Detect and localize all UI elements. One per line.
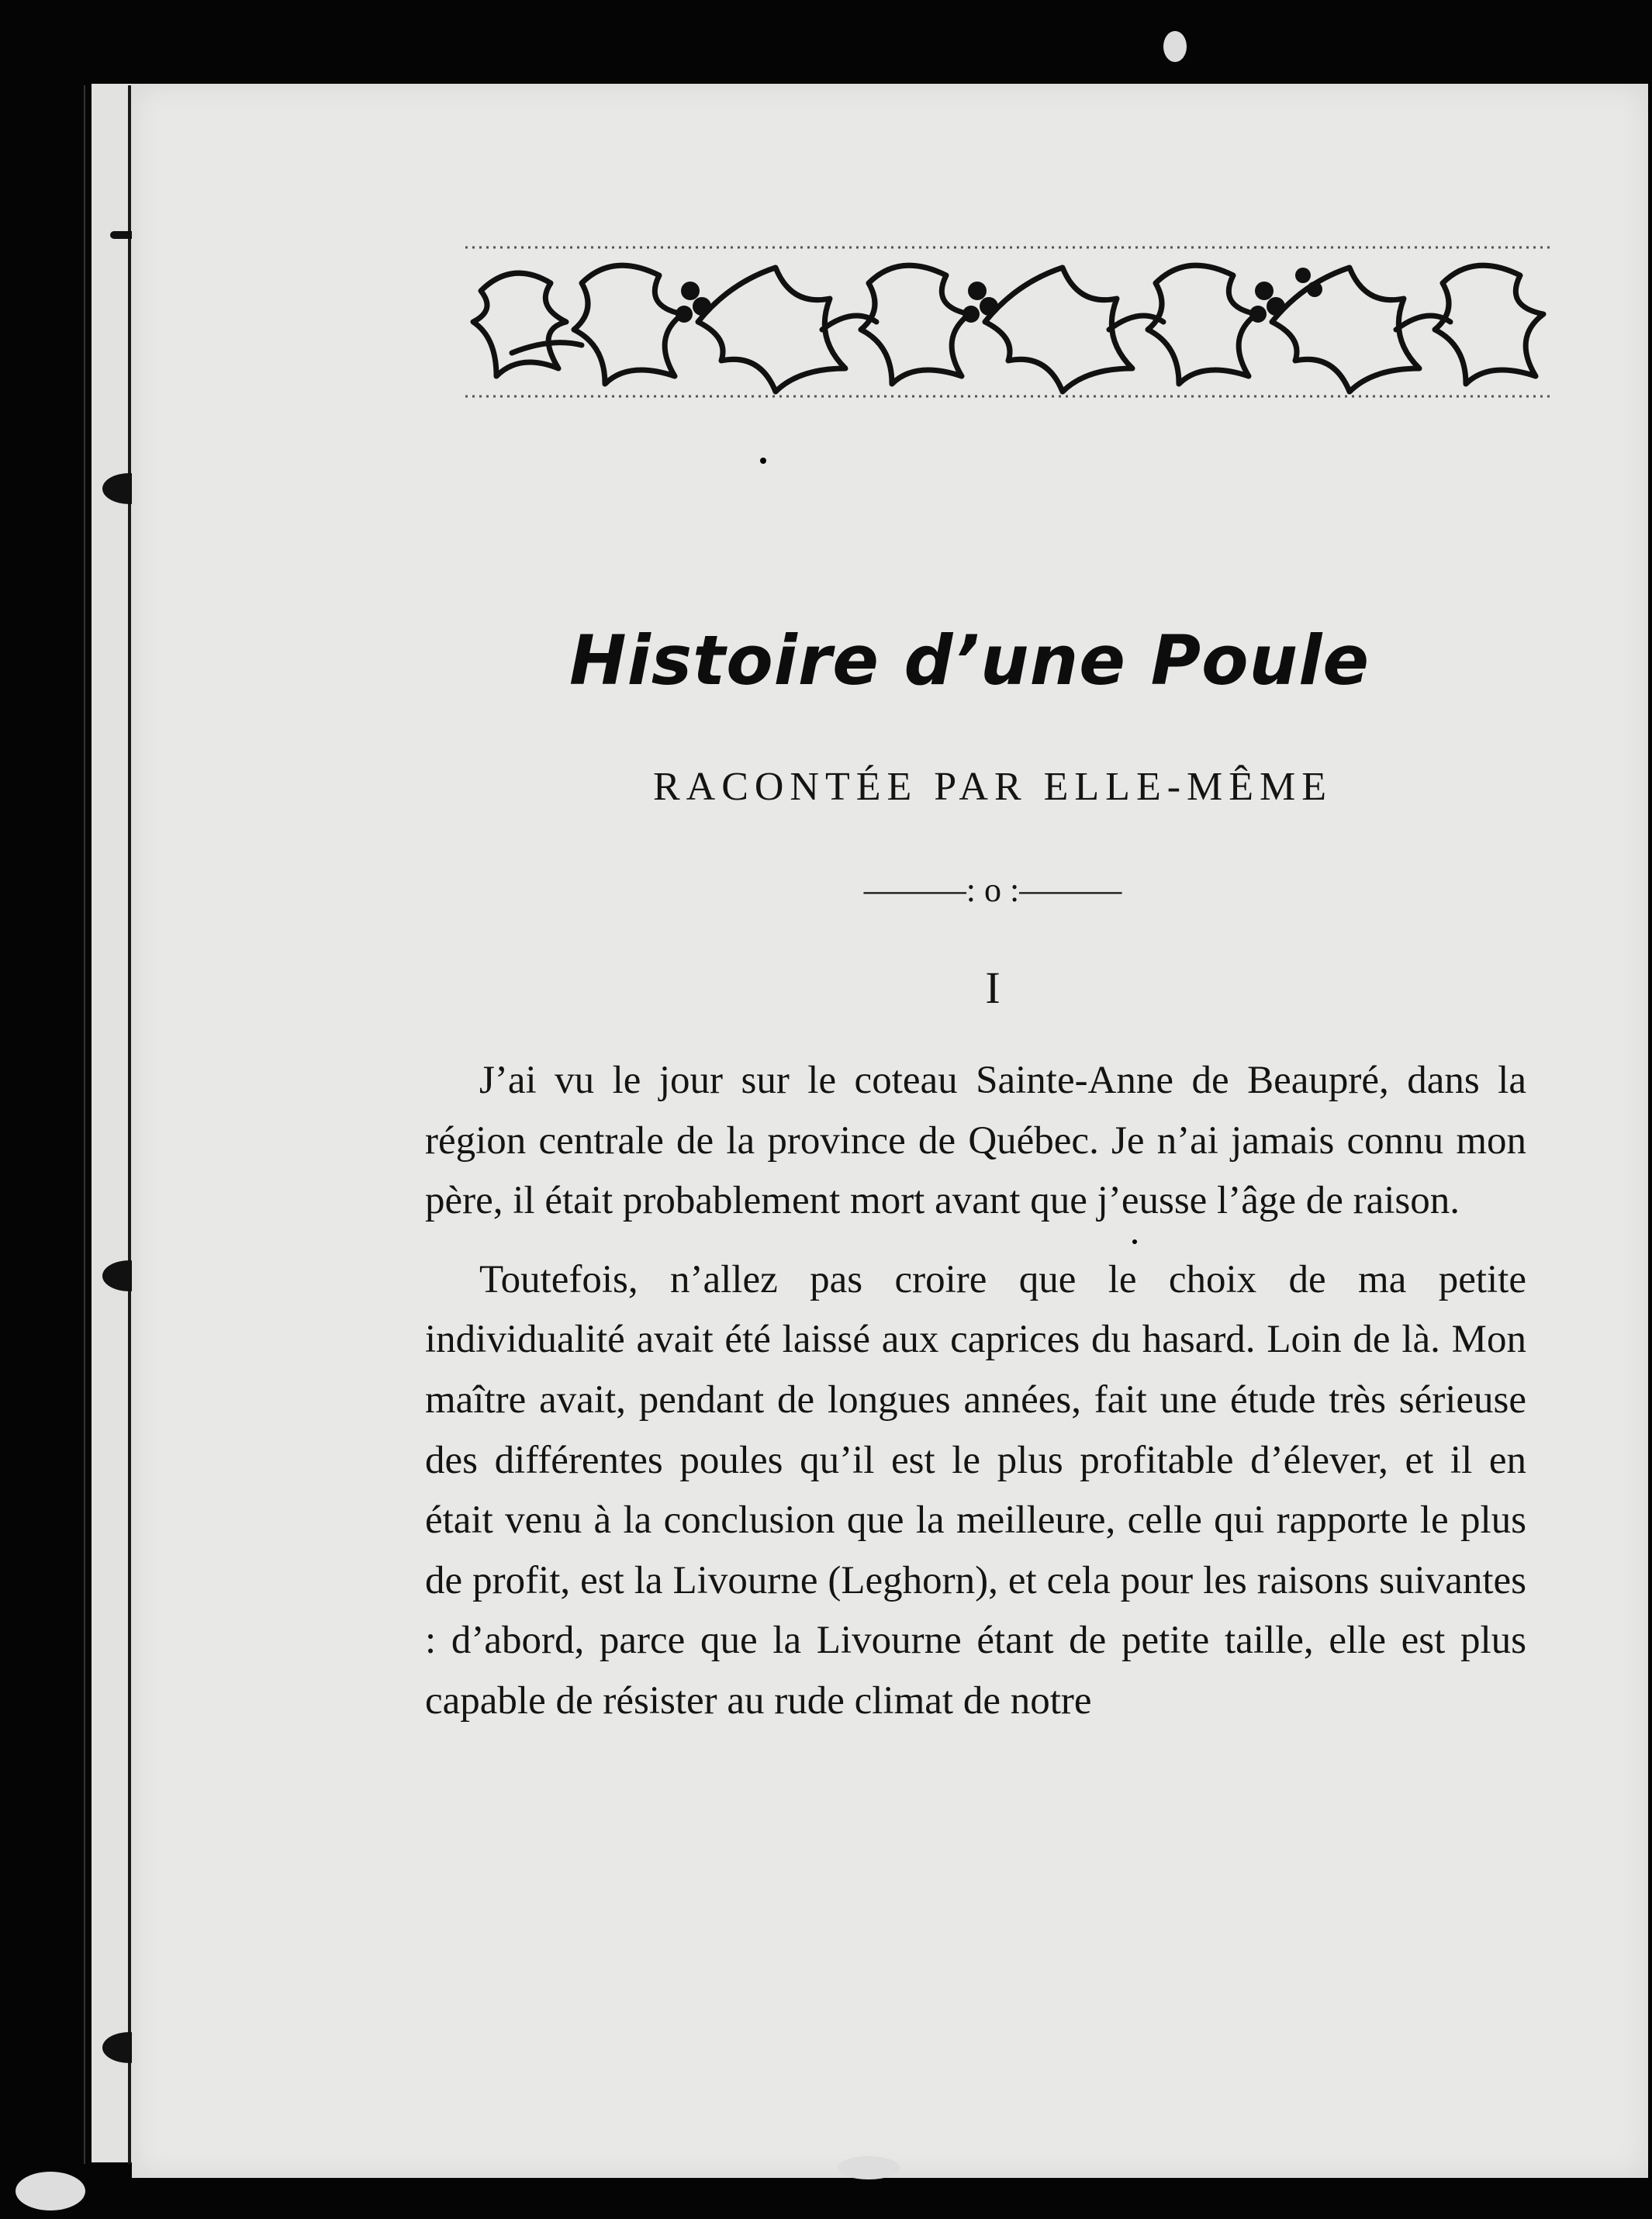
scan-speck [1132, 1239, 1137, 1244]
vine-leaf-ornament-icon [465, 237, 1551, 407]
section-separator: ———: o :——— [863, 871, 1122, 909]
scan-speck [760, 458, 766, 464]
binding-edge-line [84, 85, 85, 2164]
binding-stitch-line [128, 85, 131, 2164]
paragraph: J’ai vu le jour sur le coteau Sainte-Anne de Beaupré, dans la région centrale de la province de Québec. Je n’ai jamais connu mon père, il était probablement mort avant que j’eusse l’âge de raison. [425, 1059, 1526, 1223]
scan-speck [1163, 31, 1187, 62]
page-title: Histoire d’une Poule [569, 620, 1370, 700]
scan-speck [16, 2172, 85, 2210]
page-subtitle: RACONTÉE PAR ELLE-MÊME [652, 765, 1333, 809]
scan-speck [838, 2156, 900, 2179]
body-text [425, 1051, 1526, 1732]
chapter-number: I [985, 963, 1001, 1013]
paragraph: Toutefois, n’allez pas croire que le choix de ma petite individualité avait été laissé aux caprices du hasard. Loin de là. Mon maître avait, pendant de longues années, fait une étude très sérieuse des différentes poules qu’il est le plus profitable d’élever, et il en était venu à la conclusion que la meilleure, celle qui rapporte le plus de profit, est la Livourne (Leghorn), et cela pour les raisons suivantes : d’abord, parce que la Livourne étant de petite taille, elle est plus capable de résister au rude climat de notre [425, 1257, 1526, 1723]
